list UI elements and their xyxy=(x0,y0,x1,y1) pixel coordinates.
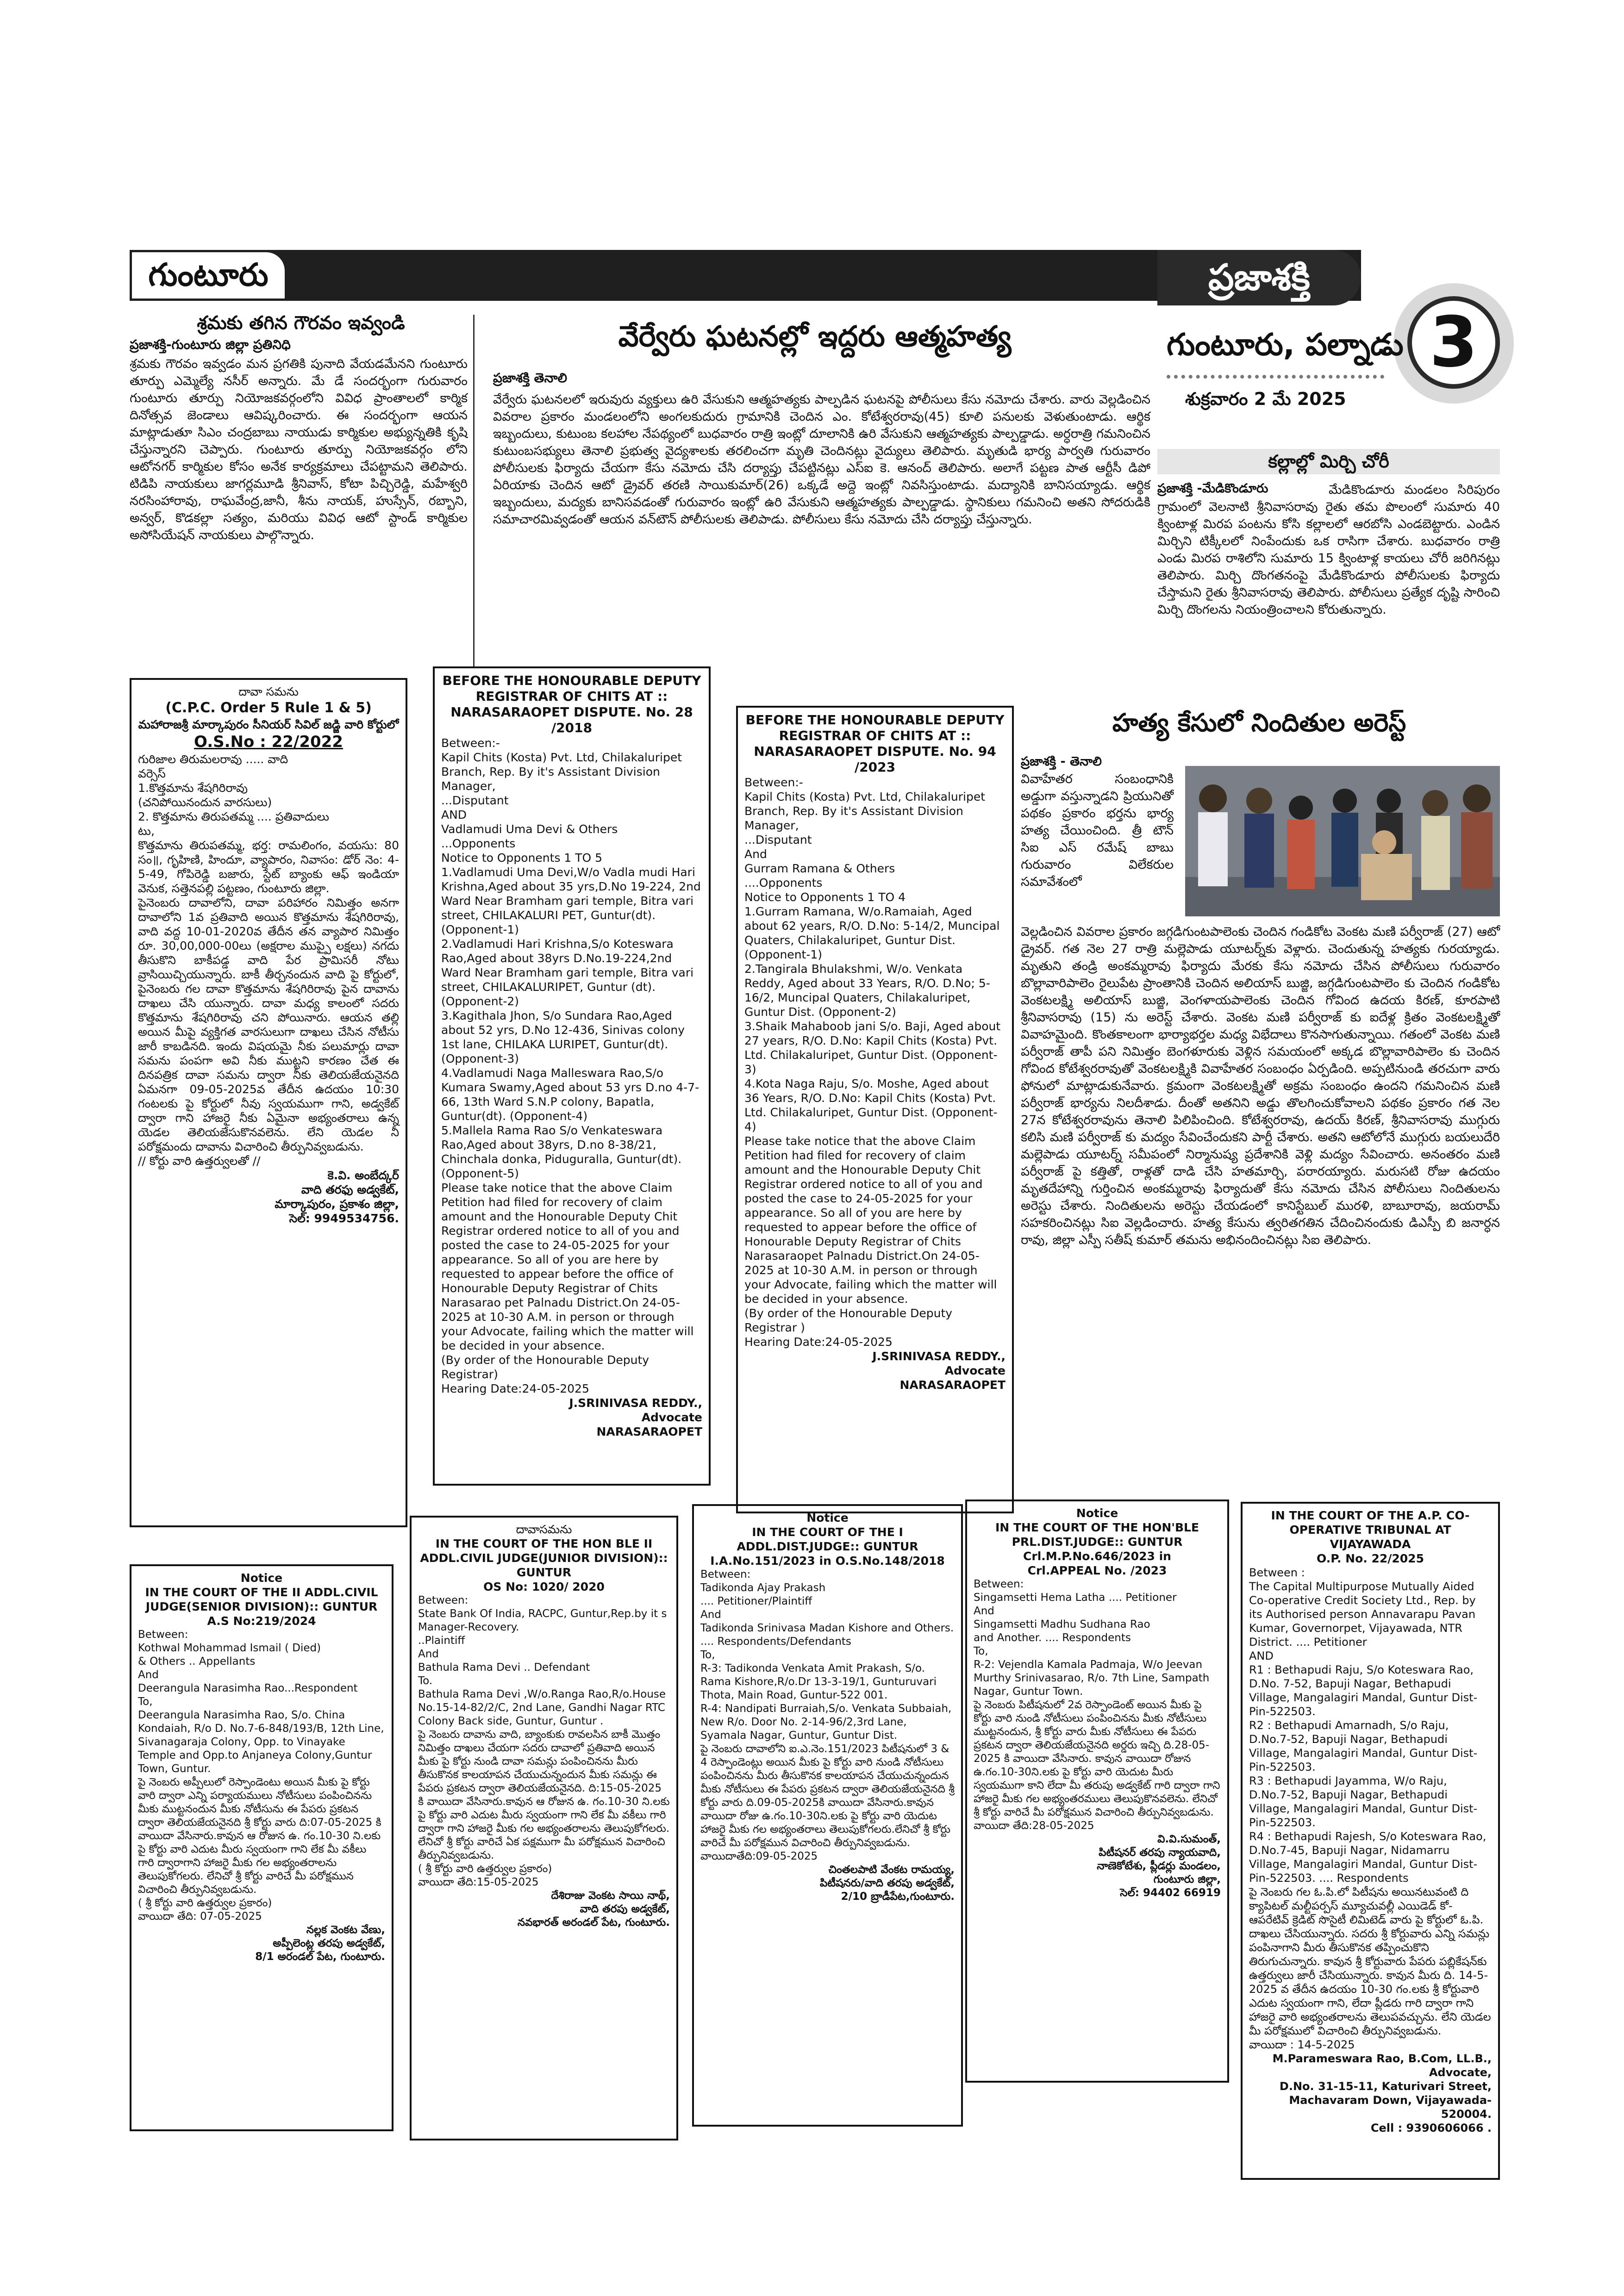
page-number: 3 xyxy=(1407,296,1500,389)
story4-headline: హత్య కేసులో నిందితుల అరెస్ట్ xyxy=(1112,708,1406,737)
notice-151-body: Between: Tadikonda Ajay Prakash .... Petitioner/Plaintiff And Tadikonda Srinivasa Madan Kishore and Others. .... Respondents/Defendants To, R-3: Tadikonda Venkata Amit Prakash, S/o. Rama Kishore,R/o.Dr 13-3-19/1, Gunturuvari Thota, Main Road, Guntur-522 001. R-4: Nandipati Burraiah,S/o. Venkata Subbaiah, New R/o. Door No. 2-14-96/2,3rd Lane, Syamala Nagar, Guntur, Guntur Dist. పై నెంబరు దావాలోని ఐ.ఎ.నెం.151/2023 పిటీషనులో 3 & 4 రెస్పాండెంట్లు అయిన మీకు పై కోర్టు వారి నుండి నోటీసులు పంపించినను మీరు తీసుకొనక కాలయాపన చేయుచున్నందున మీకు నోటీసులు ఈ పేపరు ప్రకటన ద్వారా తెలియజేయనైనది శ్రీ కోర్టు వారు ది.09-05-2025కి వాయిదా వేసినారు.కావున వాయిదా రోజు ఉ.గం.10-30ని.లకు పై కోర్టు వారి యెదుట హాజరై మీకు గల అభ్యంతరాలు తెలుపుకోగలరు.లేనిచో శ్రీ కోర్టు వారిచే మీ పరోక్షమున విచారించి తీర్పునివ్వబడును. వాయిదాతేది:09-05-2025 xyxy=(700,1568,955,1862)
notice-crl-mp-646-2023 xyxy=(965,1500,1229,2083)
story2-body: వేర్వేరు ఘటనలలో ఇరువురు వ్యక్తులు ఉరి వేసుకుని ఆత్మహత్యకు పాల్పడిన ఘటనపై పోలీసులు కేసు నమోదు చేశారు. వారు వెల్లడించిన వివరాల ప్రకారం మండలంలోని అంగలకుదురు గ్రామానికి చెందిన ఎం. కోటేశ్వరరావు(45) కూలి పనులకు వెళుతుంటాడు. ఆర్థిక ఇబ్బందులు, కుటుంబ కలహాల నేపథ్యంలో బుధవారం రాత్రి ఇంట్లో దూలానికి ఉరి వేసుకుని ఆత్మహత్యకు పాల్పడ్డాడు. అర్ధరాత్రి గమనించిన కుటుంబసభ్యులు తెనాలి ప్రభుత్వ వైద్యశాలకు తరలించగా మృతి చెందినట్లు వైద్యులు తెలిపారు. మృతుడి భార్య పార్వతి గురువారం పోలీసులకు ఫిర్యాదు చేయగా కేసు నమోదు చేసి దర్యాప్తు చేపట్టినట్లు ఎస్ఐ కె. ఆనంద్ తెలిపారు. అలాగే పట్టణ పాత ఆర్టీసీ డిపో ఏరియాకు చెందిన ఆటో డ్రైవర్ తరణి సాయికుమార్(26) ఒక్కడే అద్దె ఇంట్లో నివసిస్తుంటాడు. మద్యానికి బానిసయ్యాడు. ఆర్థిక ఇబ్బందులు, మద్యకు బానిసవడంతో గురువారం ఇంట్లో ఉరి వేసుకుని ఆత్మహత్యకు పాల్పడ్డాడు. స్థానికులు గమనించి అతని సోదరుడికి సమాచారమివ్వడంతో ఆయన వన్‌టౌన్ పోలీసులకు తెలిపాడు. పోలీసులు కేసు నమోదు చేసి దర్యాప్తు చేస్తున్నారు. xyxy=(493,392,1150,527)
notice-os-court: మహారాజశ్రీ మార్కాపురం సీనియర్ సివిల్ జడ్జి వారి కోర్టులో xyxy=(138,718,399,731)
story4-dateline: ప్రజాశక్తి - తెనాలి xyxy=(1021,754,1102,769)
notice-chits28-sign: J.SRINIVASA REDDY., Advocate NARASARAOPET xyxy=(569,1396,702,1438)
column-rule xyxy=(473,315,475,666)
notice-219-heading: Notice xyxy=(240,1571,283,1585)
notice-as-219-2024 xyxy=(130,1564,394,2131)
notice-219-body: Between: Kothwal Mohammad Ismail ( Died) & Others .. Appellants And Deerangula Narasimha Rao...Respondent To, Deerangula Narasimha Rao, S/o. China Kondaiah, R/o D. No.7-6-848/193/B, 12th Line, Sivanagaraja Colony, Opp. to Vinayake Temple and Opp.to Anjaneya Colony,Guntur Town, Guntur. పై నెంబరు అప్పీలులో రెస్పాండెంటు అయిన మీకు పై కోర్టు వారి ద్వారా ఎన్ని పర్యాయములు నోటీసులు పంపించినను మీకు ముట్టనందున మీకు నోటీసును ఈ పేపరు ప్రకటన ద్వారా తెలియజేయనైనది శ్రీ కోర్టు వారు ది:07-05-2025 కి వాయిదా వేసినారు.కావున ఆ రోజున ఉ. గం.10-30 ని.లకు పై కోర్టు వారి ఎదుట మీరు స్వయంగా గాని లేక మీ వకీలు గారి ద్వారాగాని హాజరై మీకు గల అభ్యంతరాలను తెలుపుకోగలరు. లేనిచో శ్రీ కోర్టు వారిచే మీ పరోక్షమున విచారించి తీర్పునివ్వబడును. ( శ్రీ కోర్టు వారి ఉత్తర్వుల ప్రకారం) వాయిదా తేది: 07-05-2025 xyxy=(138,1629,384,1923)
notice-os-case: O.S.No : 22/2022 xyxy=(194,733,343,751)
dotted-divider xyxy=(1167,375,1384,380)
notice-chits-94-2023 xyxy=(736,706,1014,1513)
notice-ia-151-2023 xyxy=(692,1504,963,2127)
notice-os-body: గురిజాల తిరుమలరావు ..... వాది వర్సెస్ 1.కొత్తమాను శేషగిరిరావు (చనిపోయినందున వారసులు) 2. కొత్తమాను తిరుపతమ్మ .... ప్రతివాదులు టు, కొత్తమాను తిరుపతమ్మ, భర్త: రామలింగం, వయసు: 80 సం॥, గృహిణి, హిందూ, వ్యాపారం, నివాసం: డోర్ నెం: 4-5-49, గోపిరెడ్డి బజారు, స్టేట్ బ్యాంకు ఆఫ్ ఇండియా వెనుక, సత్తెనపల్లి పట్టణం, గుంటూరు జిల్లా. పైనెంబరు దావాలోని, దావా పరిహారం నిమిత్తం అనగా దావాలోని 1వ ప్రతివాది అయిన కొత్తమాను శేషగిరిరావు, వాది వద్ద 10-01-2020వ తేదీన తన వ్యాపార నిమిత్తం రూ. 30,00,000-00లు (అక్షరాల ముప్పై లక్షలు) నగదు తీసుకొని బాకీపడ్డ వాది పేర ప్రామిసరీ నోటు వ్రాసియిచ్చియున్నారు. బాకీ తీర్చనందున వాది పై కోర్టులో, పైనెంబరు గల దావా కొత్తమాను శేషగిరిరావు పైన దావాను దాఖలు చేసి యున్నారు. దావా మధ్య కాలంలో సదరు కొత్తమాను శేషగిరిరావు చని పోయినారు. ఆయన తల్లి అయిన మీపై వ్యక్తిగత వారసులుగా దాఖలు చేసిన నోటీసు జారీ కాబడినది. ఇందు విషయమై నీకు పలుమార్లు దావా సమను పంపగా అవి నీకు ముట్టని కారణం చేత ఈ దినపత్రిక దావా సమను ద్వారా నీకు తెలియజేయనైనది ఏమనగా 09-05-2025వ తేదీన ఉదయం 10:30 గంటలకు పై కోర్టులో నీవు స్వయముగా గాని, అడ్వకేట్ ద్వారా గాని హాజరై నీకు ఏమైనా అభ్యంతరాలు ఉన్న యెడల తెలియజేసుకొనవలెను. లేని యెడల నీ పరోక్షమందు దావాను విచారించి తీర్పునివ్వబడును. // కోర్టు వారి ఉత్తర్వులతో // xyxy=(138,753,399,1168)
notice-os-sign: కె.వి. అంబేద్కర్ వాది తరఫు అడ్వకేట్, మార్కాపురం, ప్రకాశం జిల్లా, సెల్: 9949534756. xyxy=(275,1169,399,1225)
notice-151-title: IN THE COURT OF THE I ADDL.DIST.JUDGE:: GUNTUR I.A.No.151/2023 in O.S.No.148/2018 xyxy=(710,1525,945,1568)
notice-chits-28-2018 xyxy=(433,666,711,1486)
notice-os-title: (C.P.C. Order 5 Rule 1 & 5) xyxy=(165,700,372,716)
notice-ap-title: IN THE COURT OF THE A.P. CO-OPERATIVE TRIBUNAL AT VIJAYAWADA O.P. No. 22/2025 xyxy=(1271,1509,1470,1565)
story4-body: వెల్లడించిన వివరాల ప్రకారం జగ్గడిగుంటపాలెంకు చెందిన గండికోట వెంకట మణి పర్వీరాజ్ (27) ఆటో డ్రైవర్. గత నెల 27 రాత్రి మల్లెపాడు యూటర్న్‌కు వెళ్లారు. చెందుతున్న హత్యకు గురయ్యాడు. మృతుని తండ్రి అంకమ్మరావు ఫిర్యాదు మేరకు కేసు నమోదు చేసిన పోలీసులు గురువారం బొల్లావారిపాలెం రైలుపేట ప్రాంతానికి చెందిన అలియాస్ బుజ్జి, జగ్గడిగుంటపాలెం కు చెందిన గండికోట వెంకటలక్ష్మి అలియాస్ బుజ్జి, వెంగళాయపాలెంకు చెందిన గోవింద ఉదయ కిరణ్, కూరపాటి శ్రీనివాసరావు (15) ను అరెస్ట్ చేశారు. వెంకట మణి పర్వీరాజ్ కు ఐదేళ్ల క్రితం వెంకటలక్ష్మితో వివాహమైంది. కొంతకాలంగా భార్యాభర్తల మధ్య విభేదాలు కొనసాగుతున్నాయి. గతంలో వెంకట మణి పర్వీరాజ్ తాపీ పని నిమిత్తం బెంగళూరుకు వెళ్లిన సమయంలో అక్కడ బొల్లావారిపాలెం కు చెందిన గోవింద కోటేశ్వరరావుతో వెంకటలక్ష్మికి వివాహేతర సంబంధం ఏర్పడింది. అప్పటినుండి తరచుగా వారు ఫోనులో మాట్లాడుకునేవారు. క్రమంగా వెంకటలక్ష్మితో అక్రమ సంబంధం ఉందని గమనించిన మణి పర్వీరాజ్ భార్యను నిలదీశాడు. దీంతో అతనిని అడ్డు తొలగించుకోవాలని పథకం ప్రకారం గత నెల 27న కోటేశ్వరరావును తెనాలి పిలిపించింది. కోటేశ్వరరావు, ఉదయ్ కిరణ్, శ్రీనివాసరావు ముగ్గురు కలిసి మణి పర్వీరాజ్ కు మద్యం సేవించేందుకని పార్టీ చేశారు. అతని ఆటోలోనే ముగ్గురు బయలుదేరి మల్లెపాడు యూటర్న్ సమీపంలో నిర్మానుష్య ప్రదేశానికి వెళ్లి మద్యం సేవించారు. అనంతరం మణి పర్వీరాజ్ పై కత్తితో, రాళ్లతో దాడి చేసి హతమార్చి, పరారయ్యారు. మరుసటి రోజు ఉదయం మృతదేహాన్ని గుర్తించిన అంకమ్మరావు ఫిర్యాదుతో కేసు నమోదు చేసిన పోలీసులు నిందితులను అరెస్టు చేశారు. నిందితులను అరెస్టు చేయడంలో కానిస్టేబుల్ మురళి, బాబూరావు, జయరామ్ సహకరించినట్లు సిఐ వెల్లడించారు. హత్య కేసును త్వరితగతిన చేదించినందుకు డిఎస్పీ బి జనార్ధన రావు, జిల్లా ఎస్పీ సతీష్ కుమార్ తమను అభినందించినట్లు సిఐ తెలిపారు. xyxy=(1021,925,1500,1247)
newspaper-logo: ప్రజాశక్తి xyxy=(1157,250,1361,305)
notice-chits28-body: Between:- Kapil Chits (Kosta) Pvt. Ltd, Chilakaluripet Branch, Rep. By it's Assistant Division Manager, ...Disputant AND Vadlamudi Uma Devi & Others ...Opponents Notice to Opponents 1 TO 5 1.Vadlamudi Uma Devi,W/o Vadla mudi Hari Krishna,Aged about 35 yrs,D.No 19-224, 2nd Ward Near Bramham gari temple, Bitra vari street, CHILAKALURI PET, Guntur(dt). (Opponent-1) 2.Vadlamudi Hari Krishna,S/o Koteswara Rao,Aged about 38yrs D.No.19-224,2nd Ward Near Bramham gari temple, Bitra vari street, CHILAKALURIPET, Guntur (dt). (Opponent-2) 3.Kagithala Jhon, S/o Sundara Rao,Aged about 52 yrs, D.No 12-436, Sinivas colony 1st lane, CHILAKA LURIPET, Guntur(dt). (Opponent-3) 4.Vadlamudi Naga Malleswara Rao,S/o Kumara Swamy,Aged about 53 yrs D.no 4-7-66, 13th Ward S.N.P colony, Bapatla, Guntur(dt). (Opponent-4) 5.Mallela Rama Rao S/o Venkateswara Rao,Aged about 38yrs, D.no 8-38/21, Chinchala donka, Piduguralla, Guntur(dt). (Opponent-5) Please take notice that the above Claim Petition had filed for recovery of claim amount and the Honourable Deputy Chit Registrar ordered notice to all of you and posted the case to 24-05-2025 for your appearance. So all of you are here by requested to appear before the office of Honourable Deputy Registrar of Chits Narasarao pet Palnadu District.On 24-05-2025 at 10-30 A.M. in person or through your Advocate, failing which the matter will be decided in your absence. (By order of the Honourable Deputy Registrar) Hearing Date:24-05-2025 xyxy=(441,736,701,1395)
notice-219-sign: నల్లక వెంకట వేణు, అప్పీలెంట్ల తరపు అడ్వకేట్, 8/1 అరండల్ పేట, గుంటూరు. xyxy=(255,1924,385,1963)
notice-chits94-sign: J.SRINIVASA REDDY., Advocate NARASARAOPET xyxy=(872,1350,1006,1392)
notice-os-1020-2020 xyxy=(410,1516,678,2140)
notice-ap-body: Between : The Capital Multipurpose Mutually Aided Co-operative Credit Society Ltd., Rep. by its Authorised person Annavarapu Pavan Kumar, Governorpet, Vijayawada, NTR District. .... Petitioner AND R1 : Bethapudi Raju, S/o Koteswara Rao, D.No. 7-52, Bapuji Nagar, Bethapudi Village, Mangalagiri Mandal, Guntur Dist-Pin-522503. R2 : Bethapudi Amarnadh, S/o Raju, D.No.7-52, Bapuji Nagar, Bethapudi Village, Mangalagiri Mandal, Guntur Dist-Pin-522503. R3 : Bethapudi Jayamma, W/o Raju, D.No.7-52, Bapuji Nagar, Bethapudi Village, Mangalagiri Mandal, Guntur Dist-Pin-522503. R4 : Bethapudi Rajesh, S/o Koteswara Rao, D.No.7-45, Bapuji Nagar, Nidamarru Village, Mangalagiri Mandal, Guntur Dist-Pin-522503. .... Respondents పై నెంబరు గల ఓ.పి.లో పిటీషను అయినటువంటి ది క్యాపిటల్ మల్టీపర్పస్ మ్యూచువల్లీ ఎయిడెడ్ కో-ఆపరేటివ్ క్రెడిట్ సొసైటీ లిమిటెడ్ వారు పై కోర్టులో ఓ.పి. దాఖలు చేసియున్నారు. సదరు శ్రీ కోర్టువారు ఎన్ని సమన్లు పంపినాగాని మీరు తీసుకొనక తప్పించుకొని తిరుగుచున్నారు. కావున శ్రీ కోర్టువారు పేపరు పబ్లికేషన్‌కు ఉత్తర్వులు జారీ చేసియున్నారు. కావున మీరు ది. 14-5-2025 వ తేదీన ఉదయం 10-30 గం.లకు శ్రీ కోర్టువారి ఎదుట స్వయంగా గాని, లేదా ప్లీడరు గారి ద్వారా గాని హాజరై వారి అభ్యంతరాలను తెలుపవచ్చును. లేని యెడల మీ పరోక్షములో విచారించి తీర్పునివ్వబడును. వాయిదా : 14-5-2025 xyxy=(1249,1566,1491,2051)
arrest-photo xyxy=(1185,766,1500,916)
notice-chits28-title: BEFORE THE HONOURABLE DEPUTY REGISTRAR OF CHITS AT :: NARASARAOPET DISPUTE. No. 28 /2018 xyxy=(442,673,701,735)
section-title: గుంటూరు xyxy=(132,252,285,299)
notice-646-sign: వి.వి.సుమంత్, పిటీషనర్ తరపు న్యాయవాది, నాణెకోటేశు, ప్లీడర్లు మండలం, గుంటూరు జిల్లా, సెల్: 94402 66919 xyxy=(1097,1833,1221,1899)
notice-ap-sign: M.Parameswara Rao, B.Com, LL.B., Advocate, D.No. 31-15-11, Katurivari Street, Machavaram Down, Vijayawada-520004. Cell : 9390606066 . xyxy=(1272,2052,1492,2134)
notice-646-title: IN THE COURT OF THE HON'BLE PRL.DIST.JUDGE:: GUNTUR Crl.M.P.No.646/2023 in Crl.APPEAL No. /2023 xyxy=(995,1521,1199,1577)
notice-646-heading: Notice xyxy=(1076,1506,1118,1520)
notice-1020-title: IN THE COURT OF THE HON BLE II ADDL.CIVIL JUDGE(JUNIOR DIVISION):: GUNTUR OS No: 1020/ 2020 xyxy=(420,1537,668,1593)
story1-body: శ్రమకు గౌరవం ఇవ్వడం మన ప్రగతికి పునాది వేయడమేనని గుంటూరు తూర్పు ఎమ్మెల్యే నసీర్ అన్నారు. మే డే సందర్భంగా గురువారం గుంటూరు తూర్పు నియోజకవర్గంలోని వివిధ ప్రాంతాలలో కార్మిక దినోత్సవ జెండాలు ఆవిష్కరించారు. ఈ సందర్భంగా ఆయన మాట్లాడుతూ సిఎం చంద్రబాబు నాయుడు కార్మికుల అభ్యున్నతికి కృషి చేస్తున్నారని చెప్పారు. గుంటూరు తూర్పు నియోజకవర్గం లోని ఆటోనగర్ కార్మికుల కోసం అనేక కార్యక్రమాలు చేపట్టామని తెలిపారు. టిడిపి నాయకులు జాగర్లమూడి శ్రీనివాస్, కోటా పిచ్చిరెడ్డి, మహేశ్వరి నరసింహారావు, రాఘవేంద్ర,జానీ, శీను నాయక్, హుస్సేన్, రబ్బాని, అన్వర్, కొడకల్లా సత్యం, మరియు వివిధ ఆటో స్టాండ్ కార్మికుల అసోసియేషన్ నాయకులు పాల్గొన్నారు. xyxy=(130,357,468,542)
notice-646-body: Between: Singamsetti Hema Latha .... Petitioner And Singamsetti Madhu Sudhana Rao and Another. .... Respondents To, R-2: Vejendla Kamala Padmaja, W/o Jeevan Murthy Srinivasarao, R/o. 7th Line, Sampath Nagar, Guntur Town. పై నెంబరు పిటీషనులో 2వ రెస్పాండెంట్ అయిన మీకు పై కోర్టు వారి నుండి నోటీసులు పంపించినను మీకు నోటీసులు ముట్టనందున, శ్రీ కోర్టు వారు మీకు నోటీసులు ఈ పేపరు ప్రకటన ద్వారా తెలియజేయనైనది అర్డరు ఇచ్చి ది.28-05-2025 కి వాయిదా వేసినారు. కావున వాయిదా రోజున ఉ.గం.10-30ని.లకు పై కోర్టు వారి యెదుట మీరు స్వయముగా కాని లేదా మీ తరుపు అడ్వకేట్ గారి ద్వారా గాని హాజరై మీకు గల అభ్యంతరములు తెలుపుకొనవలెను. లేనిచో శ్రీ కోర్టు వారిచే మీ పరోక్షమున విచారించి తీర్పునివ్వబడును. వాయిదా తేది:28-05-2025 xyxy=(974,1578,1220,1832)
story1-dateline: ప్రజాశక్తి-గుంటూరు జిల్లా ప్రతినిధి xyxy=(130,337,291,352)
notice-os-top: దావా సమను xyxy=(238,685,299,698)
notice-219-title: IN THE COURT OF THE II ADDL.CIVIL JUDGE(SENIOR DIVISION):: GUNTUR A.S No:219/2024 xyxy=(145,1586,378,1628)
story2-dateline: ప్రజాశక్తి తెనాలి xyxy=(493,370,568,386)
story4-body-narrow: వివాహేతర సంబంధానికి అడ్డుగా వస్తున్నాడని ప్రియునితో పథకం ప్రకారం భర్తను భార్య హత్య చేయించింది. త్రీ టౌన్ సిఐ ఎస్ రమేష్ బాబు గురువారం విలేకరుల సమావేశంలో xyxy=(1021,772,1174,889)
story1-headline: శ్రమకు తగిన గౌరవం ఇవ్వండి xyxy=(197,312,405,334)
story3-headline: కల్లాల్లో మిర్చి చోరీ xyxy=(1268,451,1389,472)
notice-chits94-title: BEFORE THE HONOURABLE DEPUTY REGISTRAR OF CHITS AT :: NARASARAOPET DISPUTE. No. 94 /2023 xyxy=(745,712,1005,775)
notice-1020-sign: దేశిరాజు వెంకట సాయి నాథ్, వాది తరపు అడ్వకేట్, నవభారత్ అరండల్ పేట, గుంటూరు. xyxy=(517,1890,670,1929)
region-title: గుంటూరు, పల్నాడు xyxy=(1167,327,1404,362)
notice-os-22-2022 xyxy=(130,678,407,1527)
issue-date: శుక్రవారం 2 మే 2025 xyxy=(1185,389,1346,409)
notice-151-sign: చింతలపాటి వేంకట రామయ్య, పిటీషనరు/వాది తరపు అడ్వకేట్, 2/10 బ్రాడీపేట,గుంటూరు. xyxy=(820,1864,955,1903)
notice-1020-heading: దావాసమను xyxy=(516,1523,572,1536)
story3-dateline: ప్రజాశక్తి -మేడికొండూరు xyxy=(1157,481,1268,496)
notice-chits94-body: Between:- Kapil Chits (Kosta) Pvt. Ltd, Chilakaluripet Branch, Rep. By it's Assistant Division Manager, ...Disputant And Gurram Ramana & Others ....Opponents Notice to Opponents 1 TO 4 1.Gurram Ramana, W/o.Ramaiah, Aged about 62 years, R/O. D.No: 5-14/2, Muncipal Quaters, Chilakaluripet, Guntur Dist. (Opponent-1) 2.Tangirala Bhulakshmi, W/o. Venkata Reddy, Aged about 33 Years, R/O. D.No; 5-16/2, Muncipal Quaters, Chilakaluripet, Guntur Dist. (Opponent-2) 3.Shaik Mahaboob jani S/o. Baji, Aged about 27 years, R/O. D.No: Kapil Chits (Kosta) Pvt. Ltd. Chilakaluripet, Guntur Dist. (Opponent-3) 4.Kota Naga Raju, S/o. Moshe, Aged about 36 Years, R/O. D.No: Kapil Chits (Kosta) Pvt. Ltd. Chilakaluripet, Guntur Dist. (Opponent-4) Please take notice that the above Claim Petition had filed for recovery of claim amount and the Honourable Deputy Chit Registrar ordered notice to all of you and posted the case to 24-05-2025 for your appearance. So all of you are here by requested to appear before the office of Honourable Deputy Registrar of Chits Narasaraopet Palnadu District.On 24-05-2025 at 10-30 A.M. in person or through your Advocate, failing which the matter will be decided in your absence. (By order of the Honourable Deputy Registrar ) Hearing Date:24-05-2025 xyxy=(744,776,1001,1349)
arrest-photo-illustration xyxy=(1185,766,1500,916)
notice-1020-body: Between: State Bank Of India, RACPC, Guntur,Rep.by it s Manager-Recovery. ..Plaintiff And Bathula Rama Devi .. Defendant To. Bathula Rama Devi ,W/o.Ranga Rao,R/o.House No.15-14-82/2/C, 2nd Lane, Gandhi Nagar RTC Colony Back side, Guntur, Guntur . పై నెంబరు దావాను వాది, బ్యాంకుకు రావలసిన బాకీ మొత్తం నిమిత్తం దాఖలు చేయగా సదరు దావాలో ప్రతివాది అయిన మీకు పై కోర్టు నుండి దావా సమన్లు పంపించినను మీరు తీసుకొనక కాలయాపన చేయుచున్నందున మీకు సమన్లు ఈ పేపరు ప్రకటన ద్వారా తెలియజేయనైనది. ది:15-05-2025 కి వాయిదా వేసినారు.కావున ఆ రోజున ఉ. గం.10-30 ని.లకు పై కోర్టు వారి ఎదుట మీరు స్వయంగా గాని లేక మీ వకీలు గారి ద్వారా గాని హాజరై మీకు గల అభ్యంతరాలను తెలుపుకోగలరు. లేనిచో శ్రీ కోర్టు వారిచే ఏక పక్షముగా మీ పరోక్షమున విచారించి తీర్పునివ్వబడును. ( శ్రీ కోర్టు వారి ఉత్తర్వుల ప్రకారం) వాయిదా తేది:15-05-2025 xyxy=(418,1594,670,1888)
story2-headline: వేర్వేరు ఘటనల్లో ఇద్దరు ఆత్మహత్య xyxy=(618,319,1012,353)
story3-body: మేడికొండూరు మండలం సిరిపురం గ్రామంలో వెలనాటి శ్రీనివాసరావు రైతు తమ పొలంలో సుమారు 40 క్వింటాళ్ల మిరప పంటను కోసి కల్లాలలో ఆరబోసి ఎండబెట్టారు. ఎండిన మిర్చిని టిక్కీలలో నింపేందుకు ఒక రాసిగా చేశారు. బుధవారం రాత్రి ఎండు మిరప రాశిలోని సుమారు 15 క్వింటాళ్ల కాయలు చోరీ జరిగినట్లు తెలిపారు. మిర్చి దొంగతనంపై మేడికొండూరు పోలీసులకు ఫిర్యాదు చేస్తామని రైతు శ్రీనివాసరావు తెలిపారు. పోలీసులు ప్రత్యేక దృష్టి సారించి మిర్చి దొంగలను నియంత్రించాలని కోరుతున్నారు. xyxy=(1157,483,1500,617)
notice-ap-tribunal xyxy=(1241,1502,1500,2180)
notice-151-heading: Notice xyxy=(806,1511,849,1524)
